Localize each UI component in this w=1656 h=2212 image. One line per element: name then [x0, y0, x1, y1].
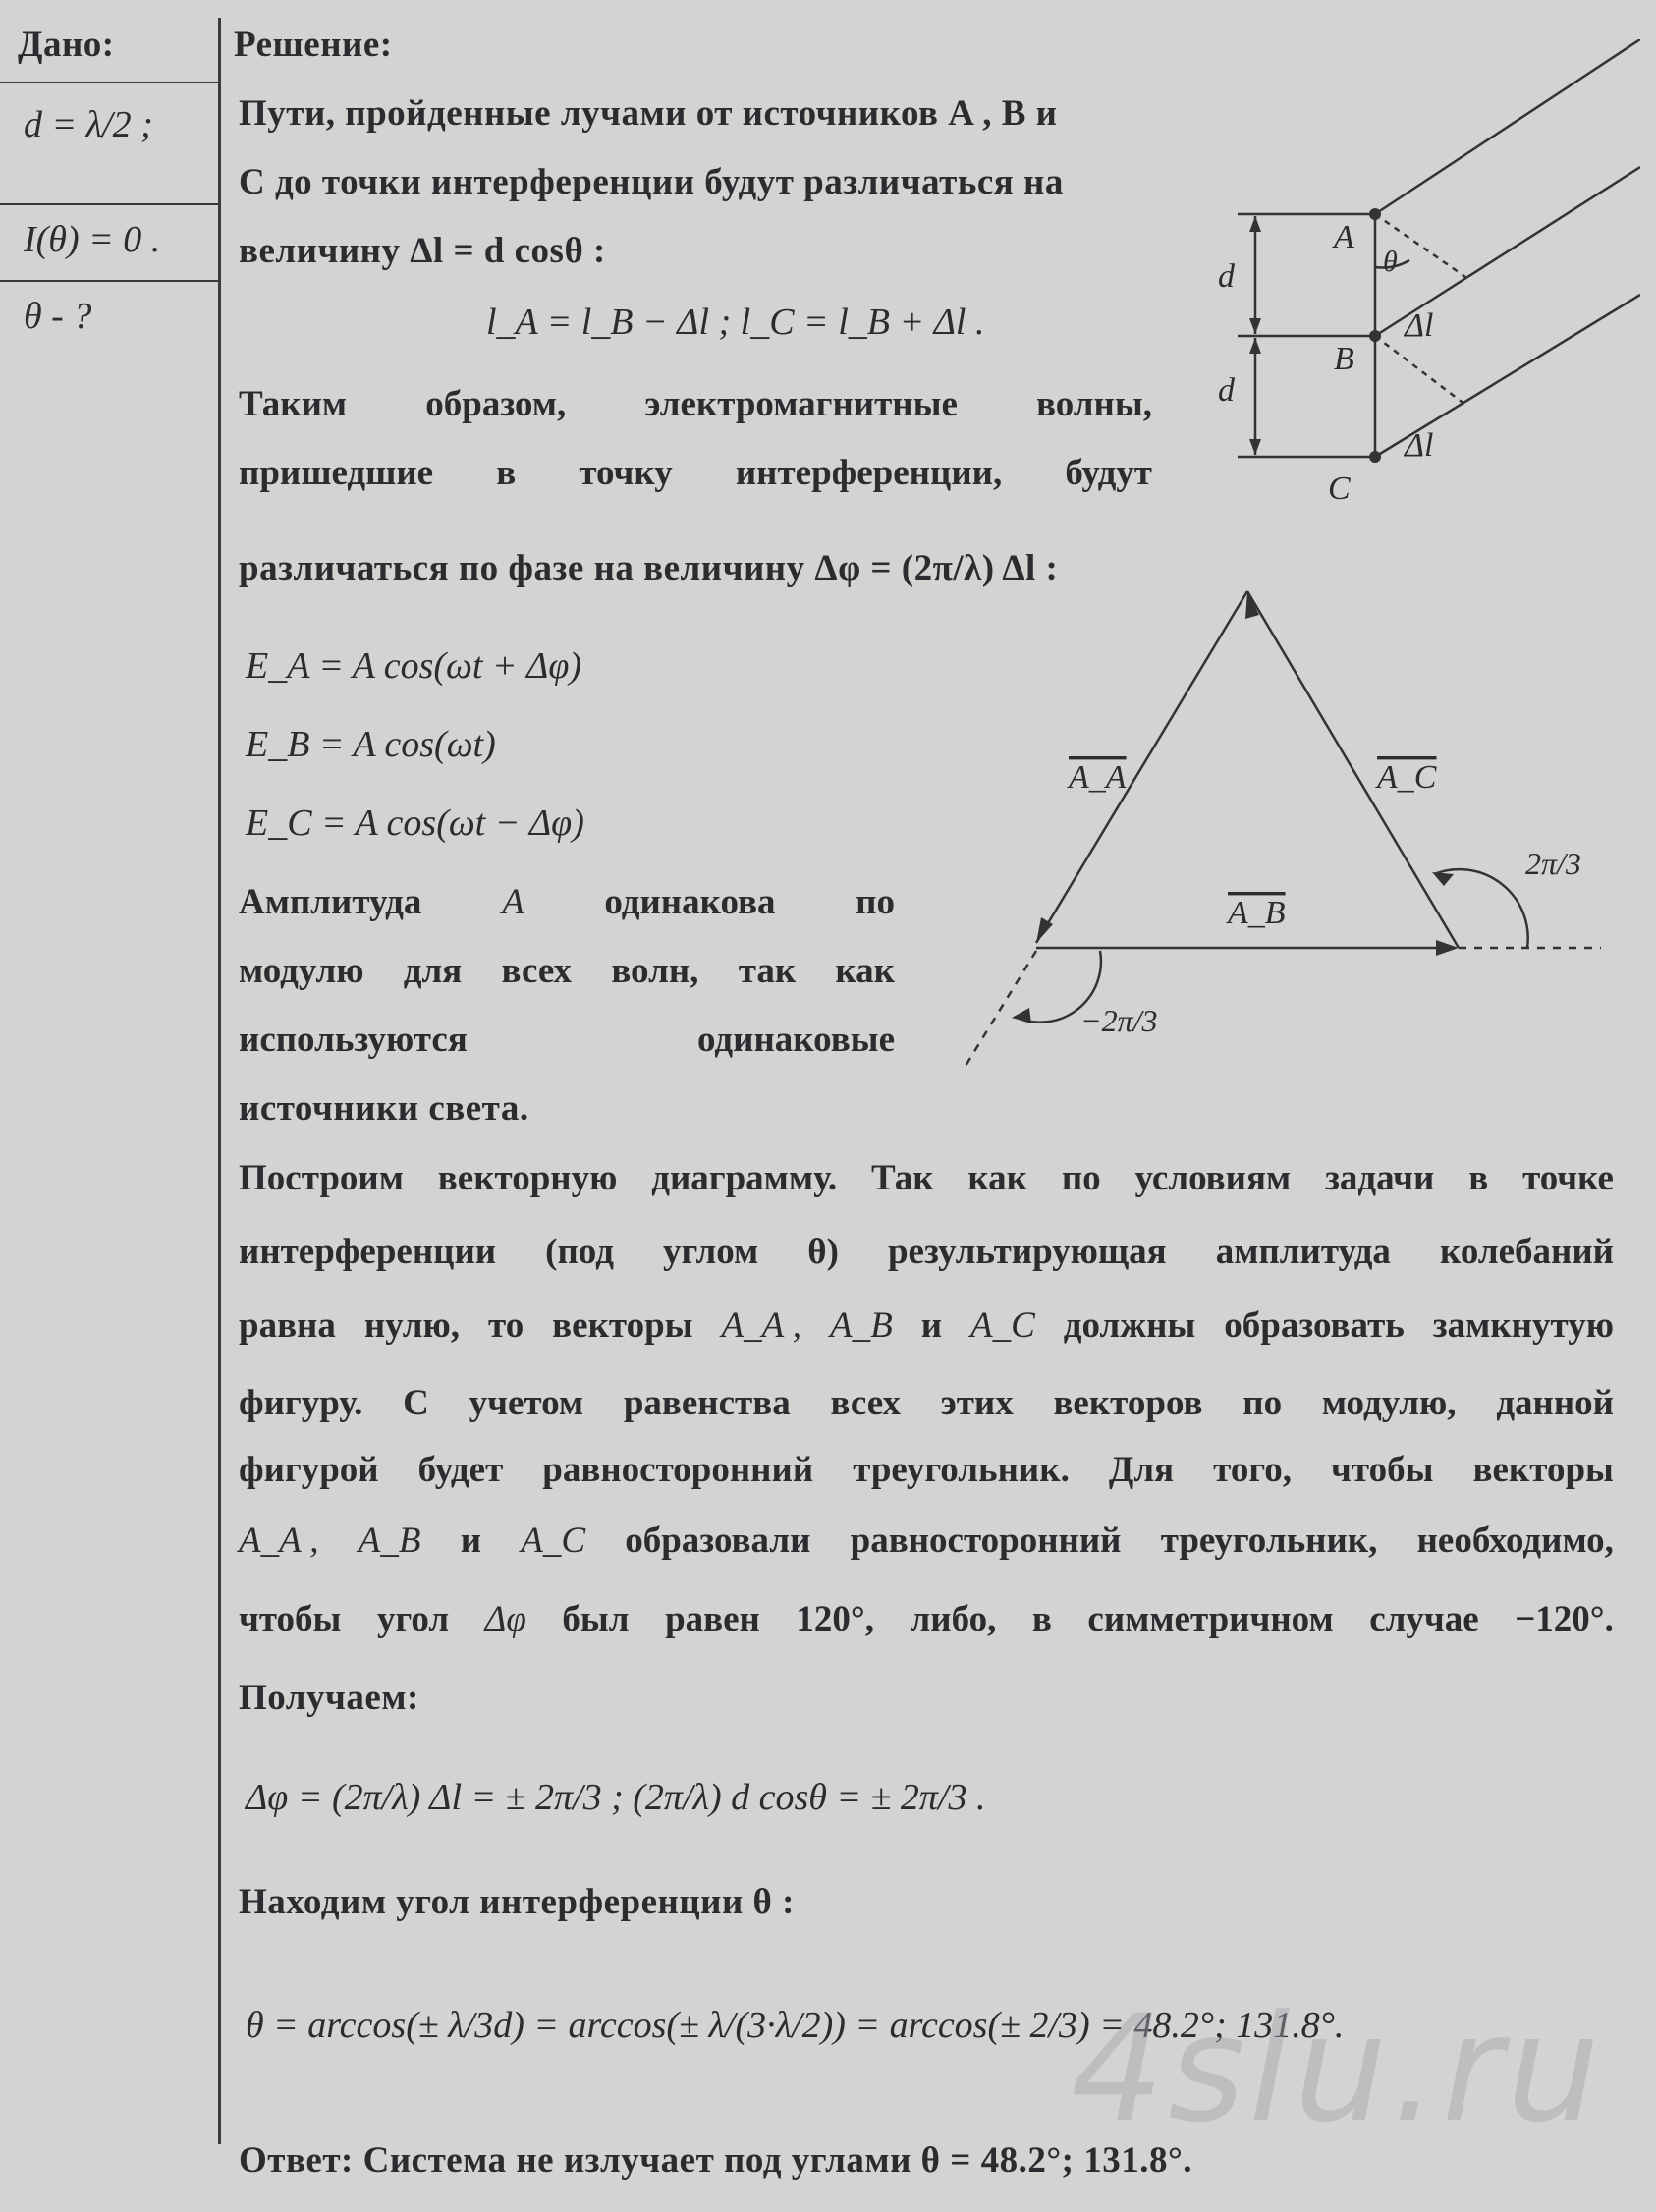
equation-paths: l_A = l_B − Δl ; l_C = l_B + Δl . [486, 302, 985, 343]
word: в [1031, 1599, 1052, 1639]
label-a: A [1334, 219, 1354, 255]
word: одинаковые [697, 1020, 895, 1060]
word: Построим [239, 1158, 404, 1198]
equation-phase: Δφ = (2π/λ) Δl = ± 2π/3 ; (2π/λ) d cosθ = ± 2π/3 . [246, 1777, 986, 1818]
given-row-line-1 [0, 82, 218, 83]
word: равносторонний [542, 1450, 814, 1490]
label-theta: θ [1383, 246, 1398, 278]
word: волны, [1036, 384, 1152, 424]
solution-p2-line2 [239, 452, 1152, 494]
solution-header: Решение: [234, 25, 393, 65]
word: как [967, 1158, 1027, 1198]
word: углом [663, 1232, 759, 1272]
word: 120°, [796, 1599, 874, 1639]
angle-arc-right [1434, 869, 1528, 948]
word: образовать [1224, 1305, 1405, 1346]
word: равен [665, 1599, 760, 1639]
given-row-line-3 [0, 280, 218, 282]
equation-ea: E_A = A cos(ωt + Δφ) [246, 645, 582, 687]
word: по [856, 882, 895, 922]
word: A_A , [239, 1521, 319, 1561]
word: в [1468, 1158, 1489, 1198]
given-find: θ - ? [24, 296, 92, 337]
word: всех [501, 951, 573, 991]
word: точку [579, 453, 673, 493]
word: равенства [623, 1383, 791, 1423]
label-d1: d [1218, 258, 1235, 295]
word: Δφ [484, 1599, 526, 1639]
source-b-dot [1369, 330, 1381, 342]
word: этих [940, 1383, 1014, 1423]
word: диаграмму. [651, 1158, 838, 1198]
given-separator-line [218, 18, 221, 2144]
get-heading: Получаем: [239, 1678, 419, 1718]
equation-eb: E_B = A cos(ωt) [246, 724, 496, 765]
word: Амплитуда [239, 882, 422, 922]
word: электромагнитные [644, 384, 958, 424]
given-intensity: I(θ) = 0 . [24, 219, 161, 260]
word: A_A , [721, 1305, 802, 1346]
solution-p1-line2: C до точки интерференции будут различаться на [239, 162, 1064, 202]
word: A_B [358, 1521, 421, 1561]
word: замкнутую [1432, 1305, 1614, 1346]
watermark: 4slu.ru [1071, 1984, 1604, 2155]
word: интерференции, [735, 453, 1003, 493]
word: как [835, 951, 895, 991]
solution-p1-line3: величину Δl = d cosθ : [239, 231, 606, 271]
arc-right-arrowhead [1432, 872, 1454, 886]
solution-p3-line3 [239, 1019, 895, 1061]
word: по [1242, 1383, 1283, 1423]
word: по [1061, 1158, 1101, 1198]
word: Так [870, 1158, 934, 1198]
word: модулю [239, 951, 364, 991]
word: должны [1063, 1305, 1196, 1346]
vector-c-arrowhead [1245, 591, 1259, 619]
word: пришедшие [239, 453, 434, 493]
equation-theta: θ = arccos(± λ/3d) = arccos(± λ/(3·λ/2)) = arccos(± 2/3) = 48.2°; 131.8°. [246, 2005, 1345, 2046]
word: всех [830, 1383, 901, 1423]
word: равносторонний [850, 1521, 1122, 1561]
word: равна [239, 1305, 336, 1346]
word: модулю, [1321, 1383, 1457, 1423]
perp-dashed-2 [1375, 336, 1465, 405]
given-header: Дано: [18, 25, 115, 65]
word: векторов [1053, 1383, 1203, 1423]
solution-p1-line1: Пути, пройденные лучами от источников A , B и [239, 93, 1058, 134]
equation-ec: E_C = A cos(ωt − Δφ) [246, 802, 584, 844]
word: того, [1213, 1450, 1292, 1490]
label-c: C [1328, 470, 1351, 507]
word: был [562, 1599, 630, 1639]
source-c-dot [1369, 451, 1381, 463]
sources-diagram [1208, 39, 1640, 511]
solution-p4-line5 [239, 1449, 1614, 1491]
word: фигурой [239, 1450, 379, 1490]
word: θ) [807, 1232, 839, 1272]
word: условиям [1134, 1158, 1292, 1198]
word: будет [417, 1450, 504, 1490]
label-angle-positive: 2π/3 [1525, 846, 1581, 881]
word: треугольник, [1160, 1521, 1378, 1561]
word: A_B [830, 1305, 893, 1346]
label-b: B [1334, 341, 1354, 377]
word: и [460, 1521, 482, 1561]
arc-left-arrowhead [1012, 1008, 1031, 1023]
word: необходимо, [1416, 1521, 1614, 1561]
label-dl-2: Δl [1405, 427, 1434, 464]
given-d-text: d = λ/2 ; [24, 104, 153, 145]
word: так [738, 951, 797, 991]
word: результирующая [887, 1232, 1167, 1272]
solution-p3-line4: источники света. [239, 1088, 529, 1129]
word: фигуру. [239, 1383, 363, 1423]
solution-p2-line1 [239, 383, 1152, 425]
word: случае [1369, 1599, 1479, 1639]
answer: Ответ: Система не излучает под углами θ = 48.2°; 131.8°. [239, 2140, 1192, 2181]
word: будут [1065, 453, 1152, 493]
word: для [403, 951, 463, 991]
word: волн, [611, 951, 699, 991]
label-d2: d [1218, 372, 1235, 409]
solution-p4-line4 [239, 1382, 1614, 1424]
word: треугольник. [853, 1450, 1070, 1490]
word: колебаний [1439, 1232, 1614, 1272]
word: векторную [437, 1158, 618, 1198]
label-angle-negative: −2π/3 [1080, 1003, 1158, 1038]
solution-p2-line3: различаться по фазе на величину Δφ = (2π/λ) Δl : [239, 548, 1059, 588]
word: учетом [469, 1383, 584, 1423]
word: одинакова [604, 882, 776, 922]
label-vector-c: A_C [1377, 759, 1437, 796]
solution-p4-line6 [239, 1520, 1614, 1562]
vector-triangle-diagram [953, 580, 1621, 1090]
label-vector-a: A_A [1069, 759, 1127, 796]
word: угол [376, 1599, 450, 1639]
solution-p4-line1 [239, 1157, 1614, 1199]
word: векторы [1472, 1450, 1614, 1490]
find-angle-heading: Находим угол интерференции θ : [239, 1882, 795, 1922]
word: точке [1522, 1158, 1614, 1198]
word: то [488, 1305, 524, 1346]
word: чтобы [239, 1599, 342, 1639]
word: A_C [970, 1305, 1035, 1346]
source-a-dot [1369, 208, 1381, 220]
given-row-line-2 [0, 203, 218, 205]
dim-arrow-1b [1249, 318, 1261, 334]
solution-p3-line1 [239, 881, 895, 923]
given-d [24, 103, 153, 146]
word: Для [1108, 1450, 1175, 1490]
dim-arrow-2a [1249, 338, 1261, 354]
solution-p4-line2 [239, 1231, 1614, 1273]
word: чтобы [1331, 1450, 1434, 1490]
word: амплитуда [1215, 1232, 1391, 1272]
word: нулю, [363, 1305, 461, 1346]
word: Таким [239, 384, 348, 424]
label-vector-b: A_B [1228, 895, 1286, 931]
word: образовали [625, 1521, 811, 1561]
word: либо, [910, 1599, 997, 1639]
label-dl-1: Δl [1405, 307, 1434, 344]
word: задачи [1325, 1158, 1435, 1198]
word: симметричном [1087, 1599, 1334, 1639]
word: (под [545, 1232, 614, 1272]
word: данной [1496, 1383, 1614, 1423]
ray-a [1375, 39, 1640, 214]
word: используются [239, 1020, 468, 1060]
solution-p4-line3 [239, 1304, 1614, 1347]
word: A_C [521, 1521, 586, 1561]
word: интерференции [239, 1232, 497, 1272]
word: −120°. [1515, 1599, 1614, 1639]
word: векторы [552, 1305, 693, 1346]
word: A [502, 882, 524, 922]
word: в [496, 453, 517, 493]
word: и [920, 1305, 943, 1346]
solution-p3-line2 [239, 950, 895, 992]
word: образом, [425, 384, 567, 424]
word: С [403, 1383, 429, 1423]
dim-arrow-2b [1249, 439, 1261, 455]
dim-arrow-1a [1249, 216, 1261, 232]
solution-p4-line7 [239, 1598, 1614, 1640]
